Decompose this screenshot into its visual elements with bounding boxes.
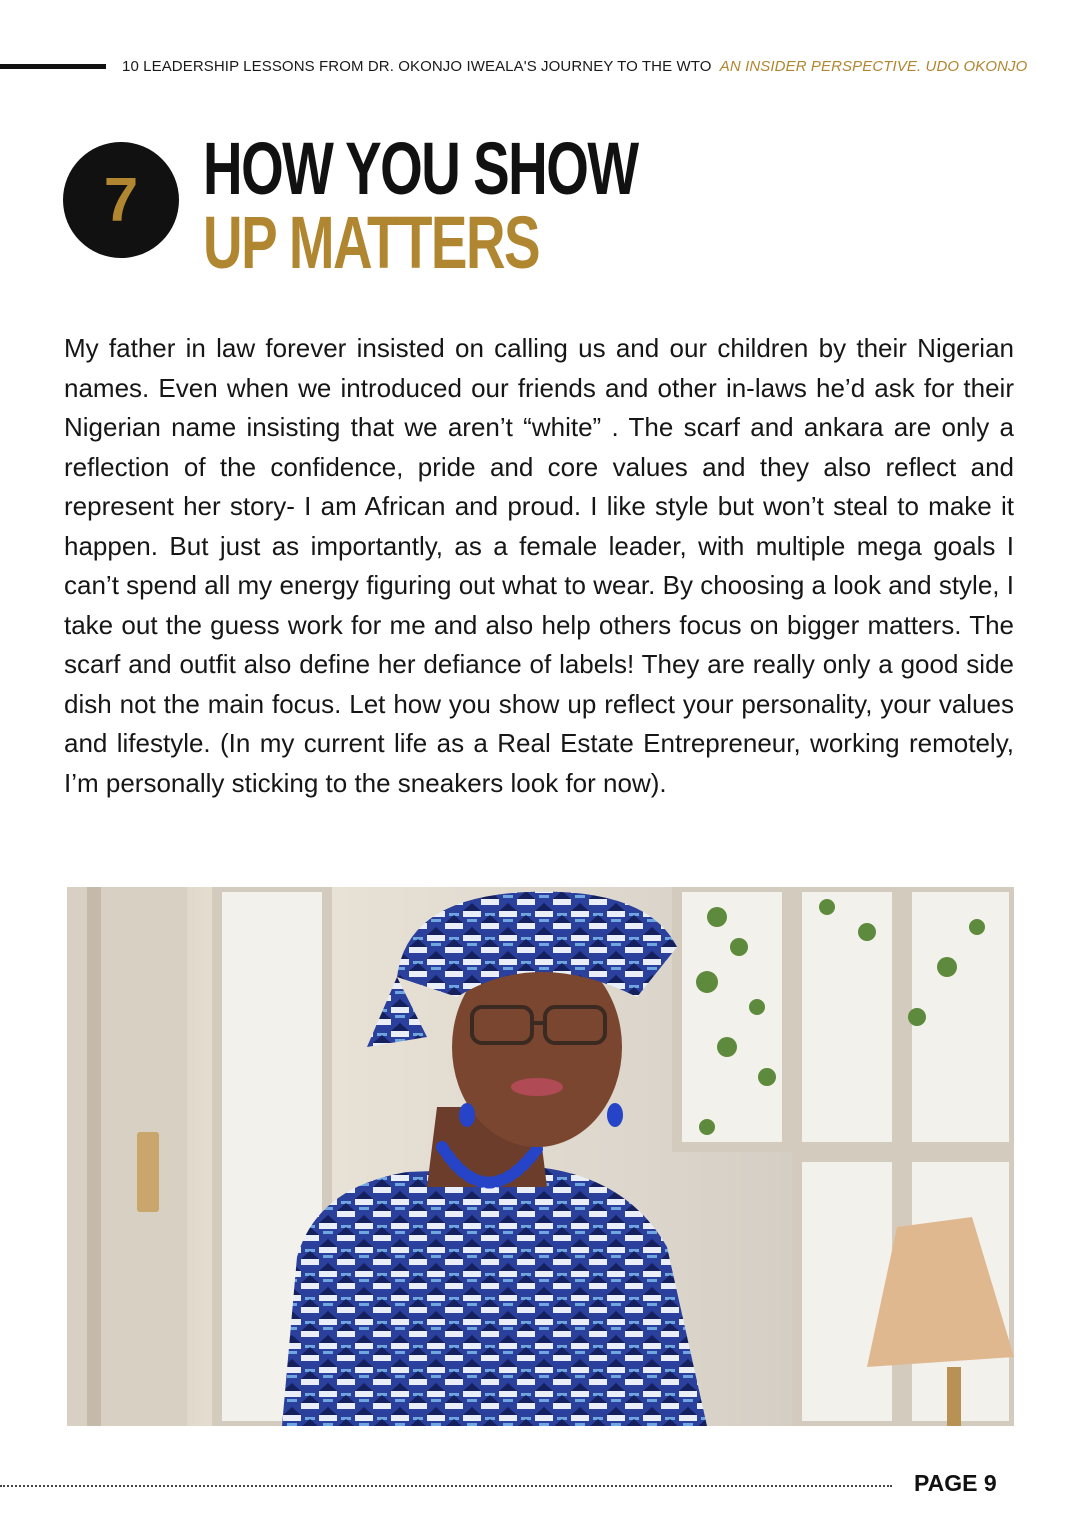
page-number: PAGE 9 (914, 1470, 997, 1496)
lesson-title-line-1: HOW YOU SHOW (203, 127, 638, 210)
body-paragraph: My father in law forever insisted on calling us and our children by their Nigerian names. Even when we introduced our friends and other in-laws he’d ask for their Nigerian name insisting that we aren’t “white” . The scarf and ankara are only a reflection of the confidence, pride and core values and they also reflect and represent her story- I am African and proud. I like style but won’t steal to make it happen. But just as importantly, as a female leader, with multiple mega goals I can’t spend all my energy figuring out what to wear. By choosing a look and style, I take out the guess work for me and also help others focus on bigger matters. The scarf and outfit also define her defiance of labels! They are really only a good side dish not the main focus. Let how you show up reflect your personality, your values and lifestyle. (In my current life as a Real Estate Entrepreneur, working remotely, I’m personally sticking to the sneakers look for now). (64, 333, 1014, 798)
footer-dotted-rule (0, 1485, 892, 1487)
lesson-number: 7 (103, 165, 139, 235)
lesson-number-badge (63, 142, 179, 258)
header-title: 10 LEADERSHIP LESSONS FROM DR. OKONJO IWEALA'S JOURNEY TO THE WTO (122, 58, 712, 75)
header-rule (0, 64, 106, 69)
portrait-photo (67, 887, 1014, 1426)
lesson-title-line-2: UP MATTERS (203, 201, 540, 284)
running-header (122, 58, 1072, 75)
lesson-title (203, 127, 790, 284)
header-subtitle: AN INSIDER PERSPECTIVE. UDO OKONJO (719, 58, 1028, 75)
